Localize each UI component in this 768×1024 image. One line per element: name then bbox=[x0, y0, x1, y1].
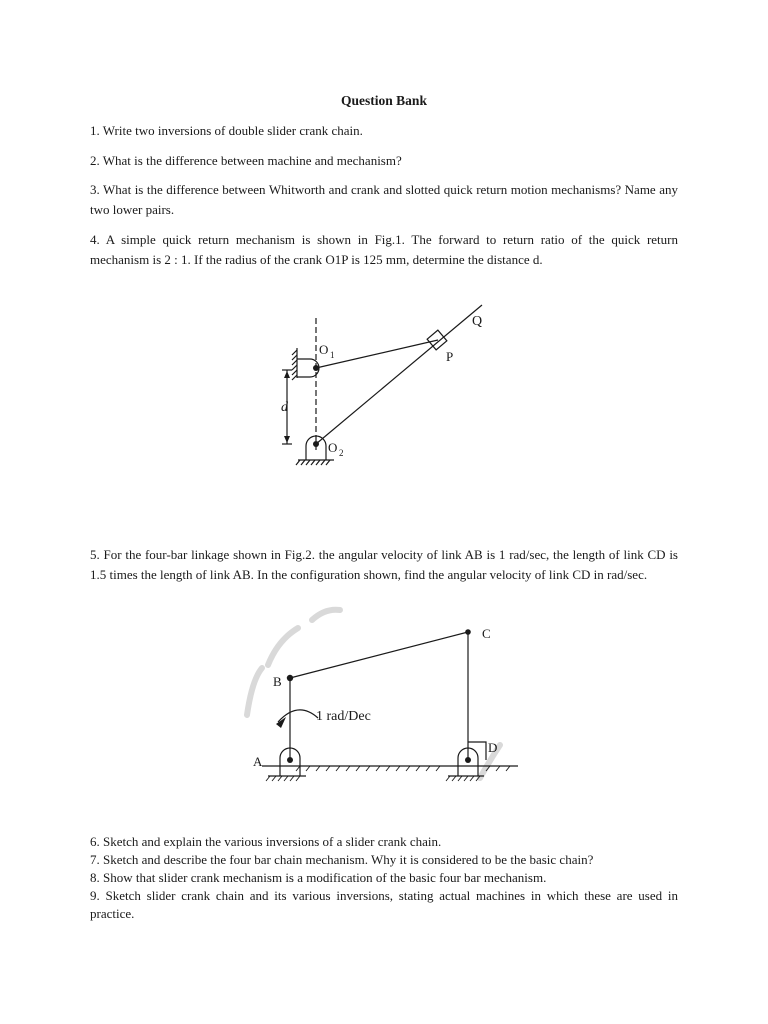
fig1-label-d: d bbox=[281, 400, 288, 415]
question-4: 4. A simple quick return mechanism is shown in Fig.1. The forward to return ratio of the quick return mechanism is 2 : 1. If the radius of the crank O1P is 125 mm, determine the distance d. bbox=[90, 232, 678, 267]
watermark-graphic bbox=[247, 610, 500, 778]
fig2-label-c: C bbox=[482, 626, 491, 641]
fig1-label-o1-sub: 1 bbox=[330, 350, 335, 360]
question-list bbox=[90, 833, 678, 923]
question-5: 5. For the four-bar linkage shown in Fig.2. the angular velocity of link AB is 1 rad/sec, the length of link CD is 1.5 times the length of link AB. In the configuration shown, find the angular velocity of link CD in rad/sec. bbox=[90, 547, 678, 582]
question-7: 7. Sketch and describe the four bar chain mechanism. Why it is considered to be the basic chain? bbox=[90, 852, 594, 867]
fig1-label-q: Q bbox=[472, 314, 483, 329]
question-2: 2. What is the difference between machine and mechanism? bbox=[90, 153, 402, 168]
fig1-label-p: P bbox=[446, 349, 454, 364]
fig1-label-o2-sub: 2 bbox=[339, 448, 344, 458]
question-8: 8. Show that slider crank mechanism is a modification of the basic four bar mechanism. bbox=[90, 870, 547, 885]
question-9: 9. Sketch slider crank chain and its various inversions, stating actual machines in which these are used in practice. bbox=[90, 888, 678, 921]
question-6: 6. Sketch and explain the various inversions of a slider crank chain. bbox=[90, 834, 442, 849]
fig2-label-b: B bbox=[273, 674, 282, 689]
fig1-label-o2: O bbox=[328, 440, 338, 455]
question-3: 3. What is the difference between Whitworth and crank and slotted quick return motion mechanisms? Name any two lower pairs. bbox=[90, 182, 678, 217]
fig2-label-a: A bbox=[253, 754, 263, 769]
fig2-label-d: D bbox=[488, 740, 498, 755]
fig1-label-o1: O bbox=[319, 342, 329, 357]
question-1: 1. Write two inversions of double slider crank chain. bbox=[90, 123, 363, 138]
fig2-label-omega: 1 rad/Dec bbox=[316, 709, 371, 724]
page-title: Question Bank bbox=[341, 93, 427, 108]
